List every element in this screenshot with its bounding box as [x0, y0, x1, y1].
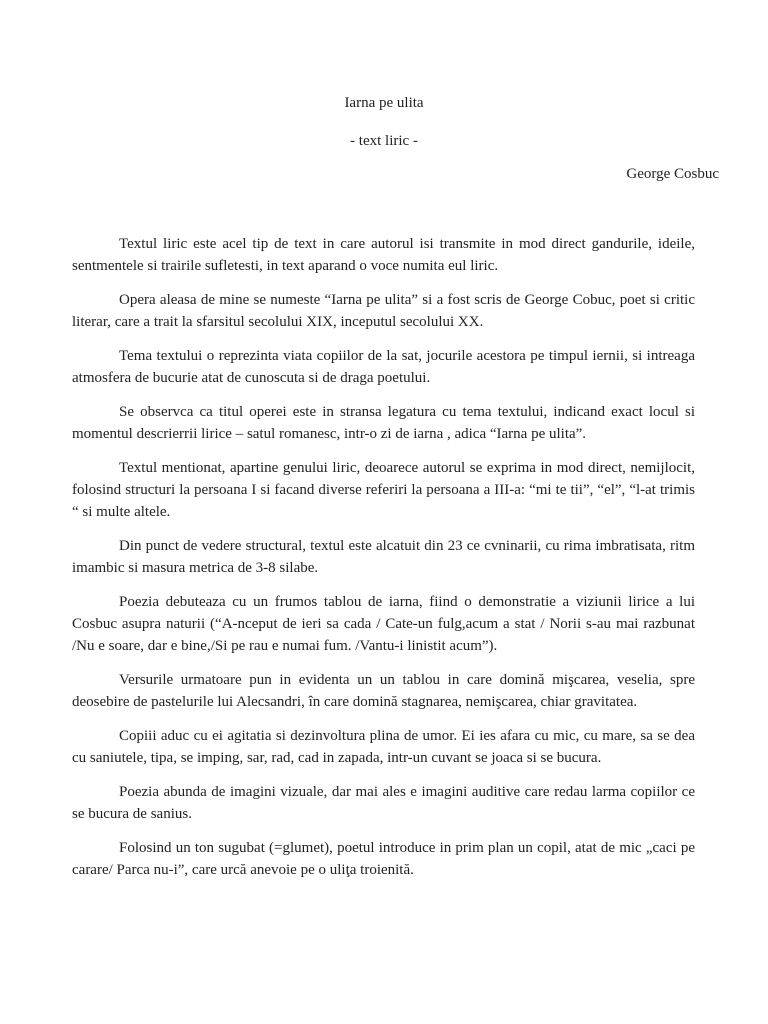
document-title: Iarna pe ulita: [344, 95, 424, 111]
document-subtitle: - text liric -: [350, 133, 418, 149]
paragraph: Se observca ca titul operei este in stransa legatura cu tema textului, indicand exact locul si momentul descrierrii lirice – satul romanesc, intr-o zi de iarna , adica “Iarna pe ulita”.: [72, 404, 695, 442]
paragraph: Din punct de vedere structural, textul este alcatuit din 23 ce cvninarii, cu rima imbratisata, ritm imambic si masura metrica de 3-8 silabe.: [72, 538, 695, 576]
paragraph: Folosind un ton sugubat (=glumet), poetul introduce in prim plan un copil, atat de mic „caci pe carare/ Parca nu-i”, care urcă anevoie pe o uliţa troienită.: [72, 840, 695, 878]
paragraph: Versurile urmatoare pun in evidenta un un tablou in care domină mişcarea, veselia, spre deosebire de pastelurile lui Alecsandri, în care domină stagnarea, nemişcarea, chiar gravitatea.: [72, 672, 695, 710]
paragraph: Poezia debuteaza cu un frumos tablou de iarna, fiind o demonstratie a viziunii lirice a lui Cosbuc asupra naturii (“A-nceput de ieri sa cada / Cate-un fulg,acum a stat / Norii s-au mai razbunat /Nu e soare, dar e bine,/Si pe rau e numai fum. /Vantu-i linistit acum”).: [72, 594, 695, 654]
paragraph: Textul liric este acel tip de text in care autorul isi transmite in mod direct gandurile, ideile, sentmentele si trairile sufletesti, in text aparand o voce numita eul liric.: [72, 236, 695, 274]
paragraph: Copiii aduc cu ei agitatia si dezinvoltura plina de umor. Ei ies afara cu mic, cu mare, sa se dea cu saniutele, tipa, se imping, sar, rad, cad in zapada, intr-un cuvant se joaca si se bucura.: [72, 728, 695, 766]
document-author: George Cosbuc: [626, 166, 719, 182]
paragraph: Opera aleasa de mine se numeste “Iarna pe ulita” si a fost scris de George Cobuc, poet si critic literar, care a trait la sfarsitul secolului XIX, inceputul secolului XX.: [72, 292, 695, 330]
document-body: [72, 233, 695, 893]
paragraph: Textul mentionat, apartine genului liric, deoarece autorul se exprima in mod direct, nemijlocit, folosind structuri la persoana I si facand diverse referiri la persoana a III-a: “mi te tii”, “el”, “l-at trimis “ si multe altele.: [72, 460, 695, 520]
paragraph: Poezia abunda de imagini vizuale, dar mai ales e imagini auditive care redau larma copiilor ce se bucura de sanius.: [72, 784, 695, 822]
paragraph: Tema textului o reprezinta viata copiilor de la sat, jocurile acestora pe timpul iernii, si intreaga atmosfera de bucurie atat de cunoscuta si de draga poetului.: [72, 348, 695, 386]
